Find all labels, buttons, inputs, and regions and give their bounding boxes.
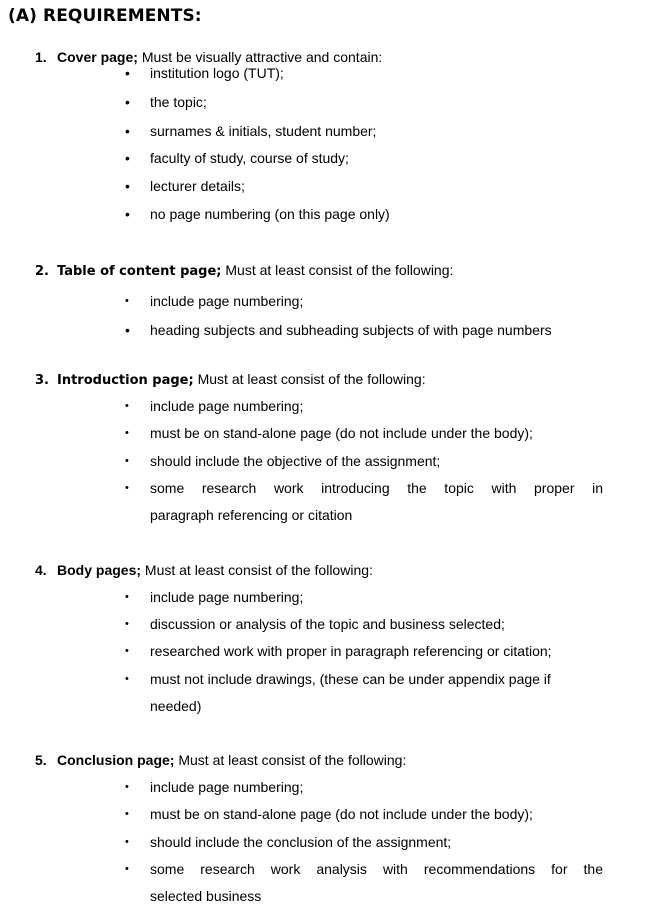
list-item-text: should include the conclusion of the assignment;: [150, 834, 452, 850]
section-label: Conclusion page;: [57, 752, 175, 768]
list-item-text: discussion or analysis of the topic and business selected;: [150, 616, 505, 632]
list-item-text: must be on stand-alone page (do not include under the body);: [150, 425, 533, 441]
bullet-icon: •: [125, 427, 129, 439]
list-item: [0, 588, 649, 606]
list-item-text: no page numbering (on this page only): [150, 206, 390, 222]
bullet-icon: •: [125, 94, 130, 110]
bullet-icon: •: [125, 836, 129, 848]
section-title: [35, 561, 373, 579]
bullet-icon: •: [125, 123, 130, 139]
list-item: [0, 321, 649, 339]
section-label: Introduction page;: [57, 373, 194, 388]
list-item-text: selected business: [150, 888, 262, 904]
list-item: [0, 177, 649, 195]
list-item-continuation: [0, 697, 649, 715]
bullet-icon: •: [125, 178, 130, 194]
list-item: [0, 149, 649, 167]
bullet-icon: •: [125, 150, 130, 166]
section-intro: Must at least consist of the following:: [144, 562, 373, 578]
bullet-icon: •: [125, 808, 129, 820]
list-item: [0, 122, 649, 140]
section-label: Body pages;: [57, 562, 142, 578]
bullet-icon: •: [125, 295, 129, 307]
bullet-icon: •: [125, 781, 129, 793]
list-item: [0, 424, 649, 442]
bullet-icon: •: [125, 482, 129, 494]
list-item-text: include page numbering;: [150, 779, 304, 795]
list-item-text: include page numbering;: [150, 398, 304, 414]
section-number: 2.: [35, 264, 49, 279]
list-item-text: must not include drawings, (these can be under appendix page if: [150, 671, 551, 687]
list-item-continuation: [0, 506, 649, 524]
bullet-icon: •: [125, 863, 129, 875]
list-item-text: paragraph referencing or citation: [150, 507, 353, 523]
list-item: [0, 64, 649, 82]
list-item: [0, 93, 649, 111]
bullet-icon: •: [125, 618, 129, 630]
section-intro: Must at least consist of the following:: [178, 752, 407, 768]
section-title: [35, 370, 426, 390]
list-item: [0, 860, 649, 878]
bullet-icon: •: [125, 206, 130, 222]
list-item: [0, 642, 649, 660]
list-item-text: should include the objective of the assignment;: [150, 453, 441, 469]
list-item-text: some research work introducing the topic with proper in: [150, 480, 603, 496]
bullet-icon: •: [125, 645, 129, 657]
list-item-text: researched work with proper in paragraph referencing or citation;: [150, 643, 552, 659]
list-item-text: must be on stand-alone page (do not include under the body);: [150, 806, 533, 822]
list-item: [0, 615, 649, 633]
list-item: [0, 452, 649, 470]
list-item-text: the topic;: [150, 94, 207, 110]
list-item-text: faculty of study, course of study;: [150, 150, 349, 166]
section-number: 5.: [35, 752, 47, 768]
list-item-text: institution logo (TUT);: [150, 65, 284, 81]
list-item: [0, 833, 649, 851]
list-item-text: surnames & initials, student number;: [150, 123, 377, 139]
section-number: 1.: [35, 49, 47, 65]
list-item-continuation: [0, 887, 649, 905]
bullet-icon: •: [125, 65, 130, 81]
bullet-icon: •: [125, 455, 129, 467]
list-item-text: heading subjects and subheading subjects of with page numbers: [150, 322, 552, 338]
page-title: (A) REQUIREMENTS:: [8, 6, 202, 26]
list-item: [0, 479, 649, 497]
list-item: [0, 292, 649, 310]
section-title: [35, 261, 453, 281]
list-item-text: include page numbering;: [150, 589, 304, 605]
list-item-text: include page numbering;: [150, 293, 304, 309]
bullet-icon: •: [125, 591, 129, 603]
list-item: [0, 805, 649, 823]
section-intro: Must be visually attractive and contain:: [141, 49, 383, 65]
list-item-text: lecturer details;: [150, 178, 245, 194]
section-intro: Must at least consist of the following:: [197, 371, 426, 387]
section-title: [35, 751, 406, 769]
bullet-icon: •: [125, 673, 129, 685]
section-intro: Must at least consist of the following:: [225, 262, 454, 278]
list-item: [0, 670, 649, 688]
list-item: [0, 205, 649, 223]
list-item: [0, 778, 649, 796]
list-item-text: needed): [150, 698, 202, 714]
section-number: 4.: [35, 562, 47, 578]
section-label: Table of content page;: [57, 264, 222, 279]
bullet-icon: •: [125, 322, 130, 338]
bullet-icon: •: [125, 400, 129, 412]
section-label: Cover page;: [57, 49, 138, 65]
list-item: [0, 397, 649, 415]
section-number: 3.: [35, 373, 49, 388]
list-item-text: some research work analysis with recommendations for the: [150, 861, 603, 877]
